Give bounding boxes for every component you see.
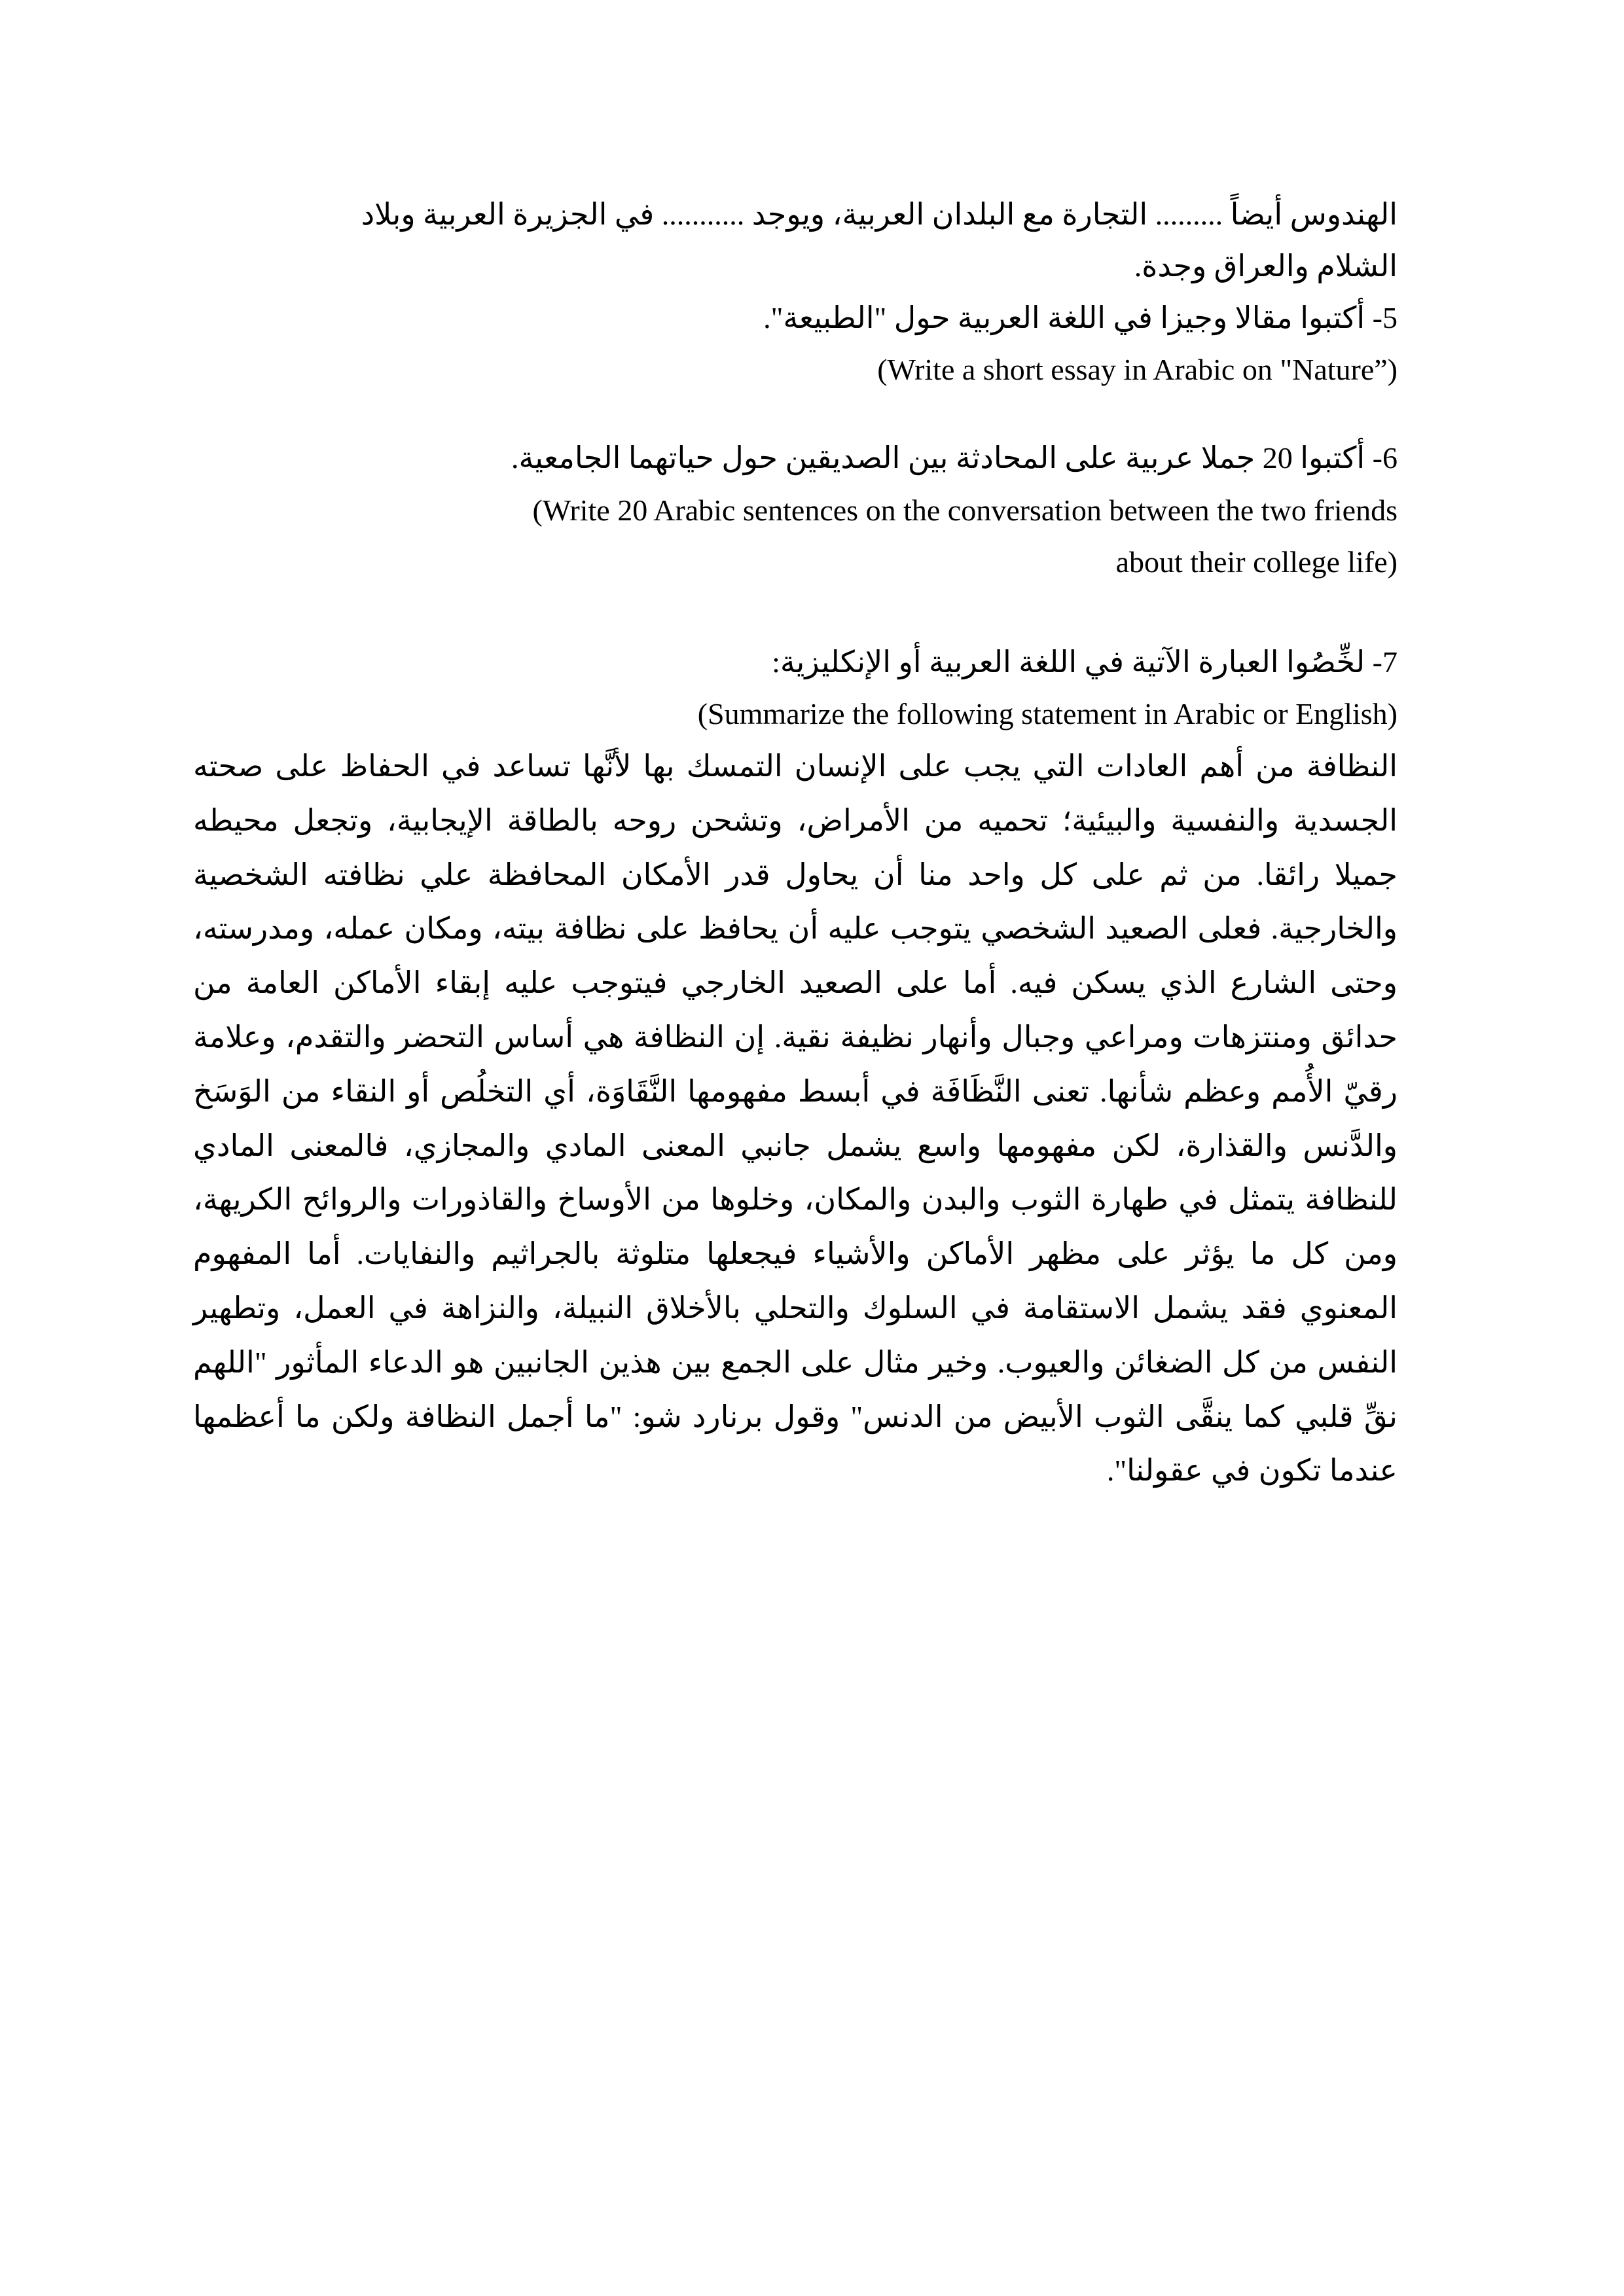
page-content bbox=[193, 188, 1398, 1498]
spacer-after-question-5 bbox=[193, 395, 1398, 432]
question-6-english-prompt-line-1: (Write 20 Arabic sentences on the conversation between the two friends bbox=[532, 493, 1398, 527]
intro-paragraph-line-2: الشلام والعراق وجدة. bbox=[1134, 249, 1398, 283]
question-6-arabic-prompt: 6- أكتبوا 20 جملا عربية على المحادثة بين الصديقين حول حياتهما الجامعية. bbox=[511, 441, 1398, 475]
intro-paragraph-line-1: الهندوس أيضاً ......... التجارة مع البلدان العربية، ويوجد ........... في الجزيرة العربية وبلاد bbox=[361, 198, 1398, 231]
question-5-arabic-prompt: 5- أكتبوا مقالا وجيزا في اللغة العربية حول "الطبيعة". bbox=[763, 301, 1398, 335]
question-5-english-prompt: (Write a short essay in Arabic on "Nature”) bbox=[877, 353, 1398, 387]
summary-passage: النظافة من أهم العادات التي يجب على الإنسان التمسك بها لأنَّها تساعد في الحفاظ على صحته الجسدية والنفسية والبيئية؛ تحميه من الأمراض، وتشحن روحه بالطاقة الإيجابية، وتجعل محيطه جميلا رائقا. من ثم على كل واحد منا أن يحاول قدر الأمكان المحافظة علي نظافته الشخصية والخارجية. فعلى الصعيد الشخصي يتوجب عليه أن يحافظ على نظافة بيته، ومكان عمله، ومدرسته، وحتى الشارع الذي يسكن فيه. أما على الصعيد الخارجي فيتوجب عليه إبقاء الأماكن العامة من حدائق ومنتزهات ومراعي وجبال وأنهار نظيفة نقية. إن النظافة هي أساس التحضر والتقدم، وعلامة رقيّ الأُمم وعظم شأنها. تعنى النَّظَافَة في أبسط مفهومها النَّقَاوَة، أي التخلُص أو النقاء من الوَسَخ والدَّنس والقذارة، لكن مفهومها واسع يشمل جانبي المعنى المادي والمجازي، فالمعنى المادي للنظافة يتمثل في طهارة الثوب والبدن والمكان، وخلوها من الأوساخ والقاذورات والروائح الكريهة، ومن كل ما يؤثر على مظهر الأماكن والأشياء فيجعلها متلوثة بالجراثيم والنفايات. أما المفهوم المعنوي فقد يشمل الاستقامة في السلوك والتحلي بالأخلاق النبيلة، والنزاهة في العمل، وتطهير النفس من كل الضغائن والعيوب. وخير مثال على الجمع بين هذين الجانبين هو الدعاء المأثور "اللهم نقِّ قلبي كما ينقَّى الثوب الأبيض من الدنس" وقول برنارد شو: "ما أجمل النظافة ولكن ما أعظمها عندما تكون في عقولنا". bbox=[193, 749, 1398, 1488]
question-7-arabic-prompt: 7- لخِّصُوا العبارة الآتية في اللغة العربية أو الإنكليزية: bbox=[772, 645, 1398, 679]
question-6-english-prompt-line-2: about their college life) bbox=[1115, 545, 1398, 579]
spacer-after-question-6 bbox=[193, 588, 1398, 636]
question-7-english-prompt: (Summarize the following statement in Arabic or English) bbox=[697, 696, 1398, 730]
